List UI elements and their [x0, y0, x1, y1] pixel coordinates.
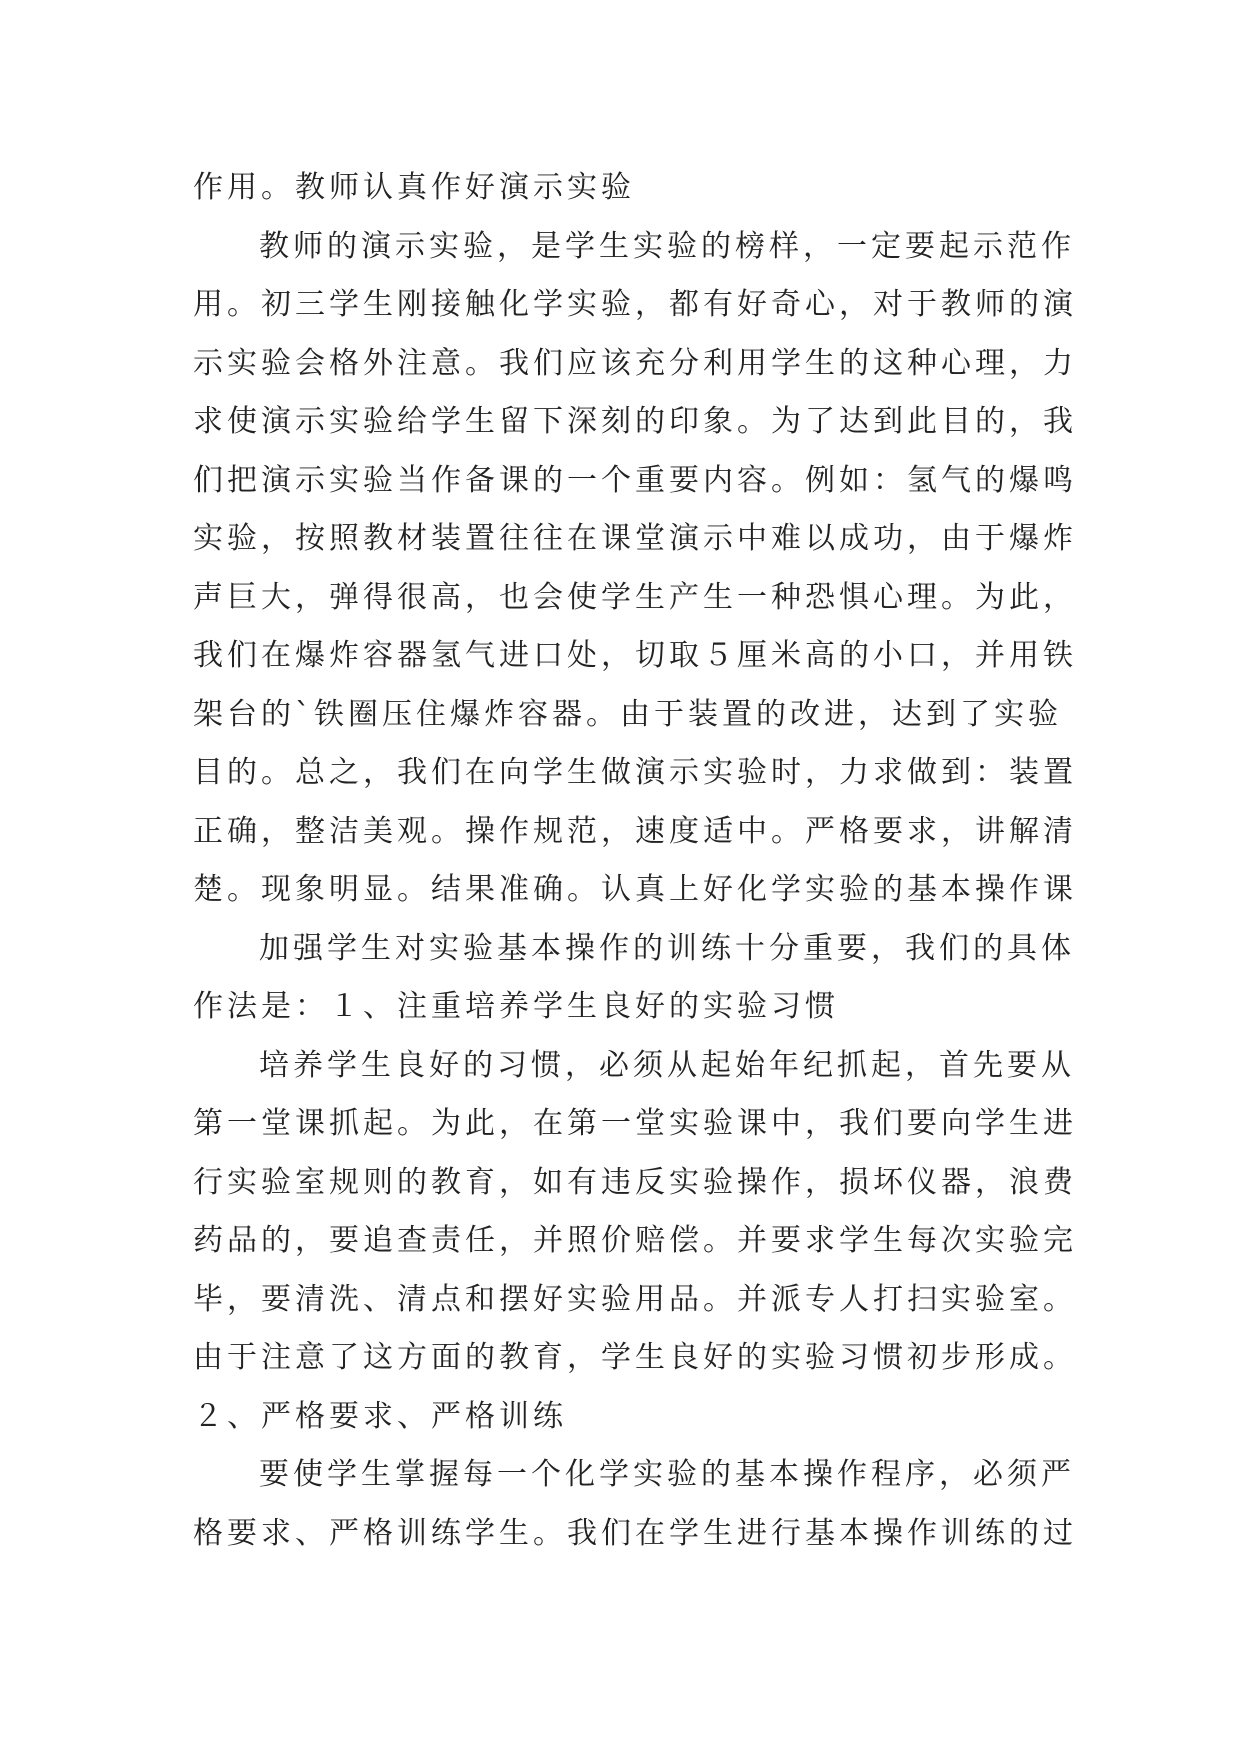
text-line: 实验，按照教材装置往往在课堂演示中难以成功，由于爆炸	[193, 521, 1077, 556]
text-line: 们把演示实验当作备课的一个重要内容。例如：氢气的爆鸣	[193, 462, 1077, 498]
text-line: 求使演示实验给学生留下深刻的印象。为了达到此目的，我	[193, 404, 1077, 439]
text-line: 楚。现象明显。结果准确。认真上好化学实验的基本操作课	[193, 872, 1077, 907]
text-line: 药品的，要追查责任，并照价赔偿。并要求学生每次实验完	[193, 1223, 1077, 1258]
text-line: 行实验室规则的教育，如有违反实验操作，损坏仪器，浪费	[193, 1164, 1077, 1200]
text-line: 作用。教师认真作好演示实验	[193, 170, 635, 205]
text-line: 毕，要清洗、清点和摆好实验用品。并派专人打扫实验室。	[193, 1281, 1077, 1317]
text-line: 用。初三学生刚接触化学实验，都有好奇心，对于教师的演	[193, 287, 1077, 322]
text-line: 要使学生掌握每一个化学实验的基本操作程序，必须严	[259, 1457, 1075, 1492]
text-line: 加强学生对实验基本操作的训练十分重要，我们的具体	[259, 930, 1075, 966]
text-line: 示实验会格外注意。我们应该充分利用学生的这种心理，力	[193, 345, 1077, 381]
text-line: 架台的`铁圈压住爆炸容器。由于装置的改进，达到了实验	[193, 696, 1062, 732]
text-line: 第一堂课抓起。为此，在第一堂实验课中，我们要向学生进	[193, 1106, 1077, 1141]
text-line: ２、严格要求、严格训练	[193, 1398, 567, 1434]
text-line: 我们在爆炸容器氢气进口处，切取５厘米高的小口，并用铁	[193, 638, 1077, 673]
text-line: 声巨大，弹得很高，也会使学生产生一种恐惧心理。为此，	[193, 579, 1077, 615]
text-line: 作法是：１、注重培养学生良好的实验习惯	[193, 989, 839, 1024]
text-line: 由于注意了这方面的教育，学生良好的实验习惯初步形成。	[193, 1340, 1077, 1375]
text-line: 目的。总之，我们在向学生做演示实验时，力求做到：装置	[193, 755, 1077, 790]
text-line: 培养学生良好的习惯，必须从起始年纪抓起，首先要从	[259, 1047, 1075, 1083]
text-line: 格要求、严格训练学生。我们在学生进行基本操作训练的过	[193, 1515, 1077, 1551]
text-line: 正确，整洁美观。操作规范，速度适中。严格要求，讲解清	[193, 813, 1077, 849]
body-text	[193, 159, 1077, 1563]
text-line: 教师的演示实验，是学生实验的榜样，一定要起示范作	[259, 228, 1075, 264]
